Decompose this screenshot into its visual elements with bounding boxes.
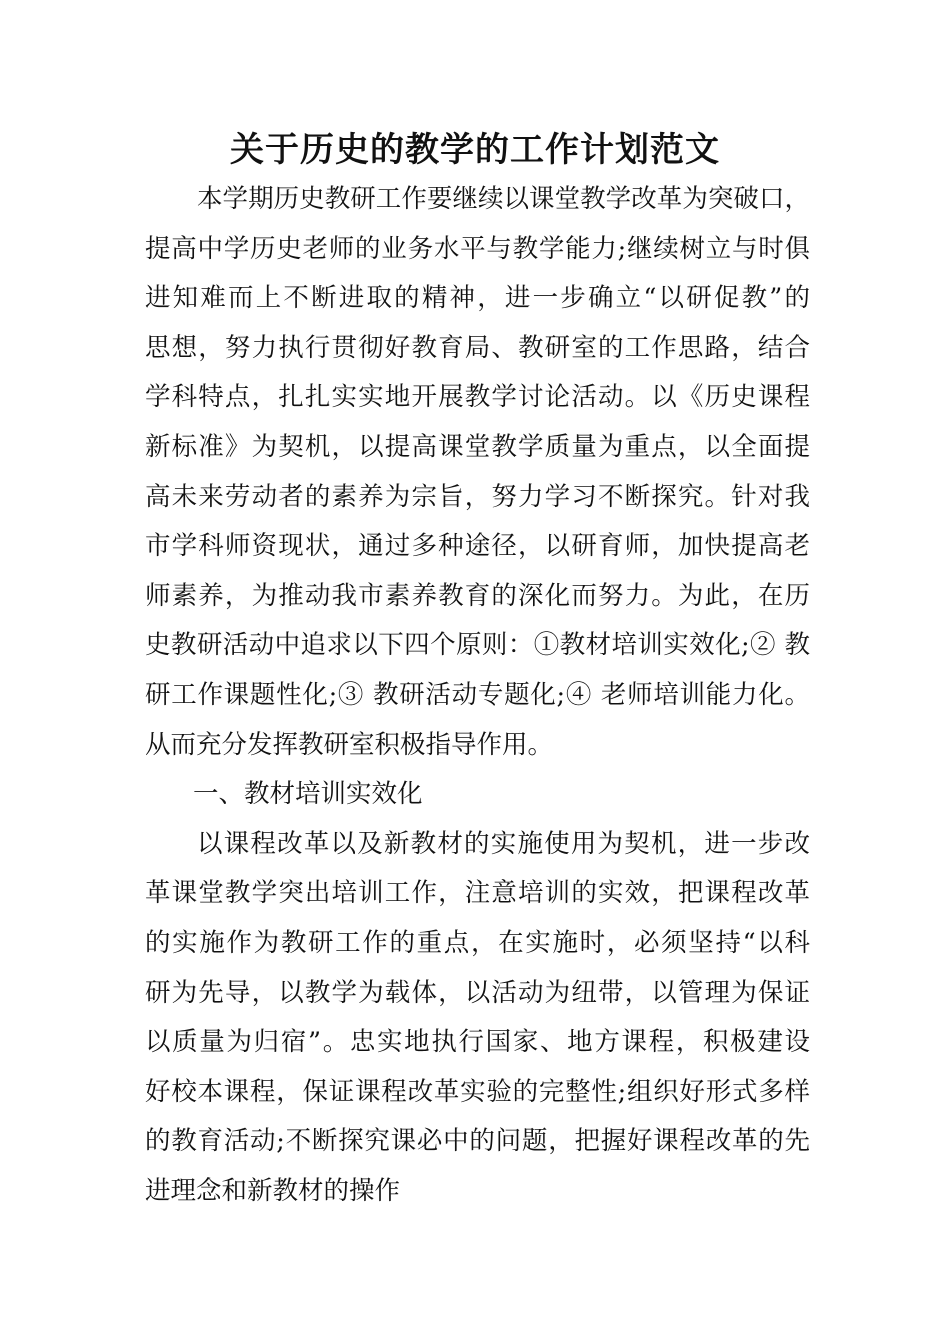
paragraph-line: 研工作课题性化;③ 教研活动专题化;④ 老师培训能力化。: [145, 679, 810, 710]
paragraph-line: 好校本课程，保证课程改革实验的完整性;组织好形式多样: [145, 1076, 810, 1107]
paragraph-line: 的实施作为教研工作的重点，在实施时，必须坚持“以科: [145, 927, 810, 958]
paragraph-line: 以质量为归宿”。忠实地执行国家、地方课程，积极建设: [145, 1027, 810, 1058]
paragraph-line: 新标准》为契机，以提高课堂教学质量为重点，以全面提: [145, 431, 810, 462]
paragraph-line: 进知难而上不断进取的精神，进一步确立“以研促教”的: [145, 283, 810, 314]
paragraph-line: 进理念和新教材的操作: [145, 1175, 401, 1206]
paragraph-line: 革课堂教学突出培训工作，注意培训的实效，把课程改革: [145, 878, 810, 909]
document-body: [145, 175, 810, 1216]
paragraph-line: 史教研活动中追求以下四个原则：①教材培训实效化;② 教: [145, 630, 810, 661]
paragraph-line: 的教育活动;不断探究课必中的问题，把握好课程改革的先: [145, 1126, 810, 1157]
paragraph-line: 师素养，为推动我市素养教育的深化而努力。为此，在历: [145, 580, 810, 611]
paragraph-line: 思想，努力执行贯彻好教育局、教研室的工作思路，结合: [145, 332, 810, 363]
paragraph-line: 学科特点，扎扎实实地开展教学讨论活动。以《历史课程: [145, 382, 810, 413]
paragraph-line: 以课程改革以及新教材的实施使用为契机，进一步改: [197, 828, 810, 859]
paragraph-line: 研为先导，以教学为载体，以活动为纽带，以管理为保证: [145, 977, 810, 1008]
paragraph-line: 市学科师资现状，通过多种途径，以研育师，加快提高老: [145, 531, 810, 562]
paragraph-line: 高未来劳动者的素养为宗旨，努力学习不断探究。针对我: [145, 481, 810, 512]
section-heading: 一、教材培训实效化: [193, 779, 423, 810]
document-title: 关于历史的教学的工作计划范文: [230, 130, 720, 170]
paragraph-line: 本学期历史教研工作要继续以课堂教学改革为突破口，: [197, 184, 810, 214]
paragraph-line: 提高中学历史老师的业务水平与教学能力;继续树立与时俱: [145, 233, 810, 264]
paragraph-line: 从而充分发挥教研室积极指导作用。: [145, 729, 554, 760]
